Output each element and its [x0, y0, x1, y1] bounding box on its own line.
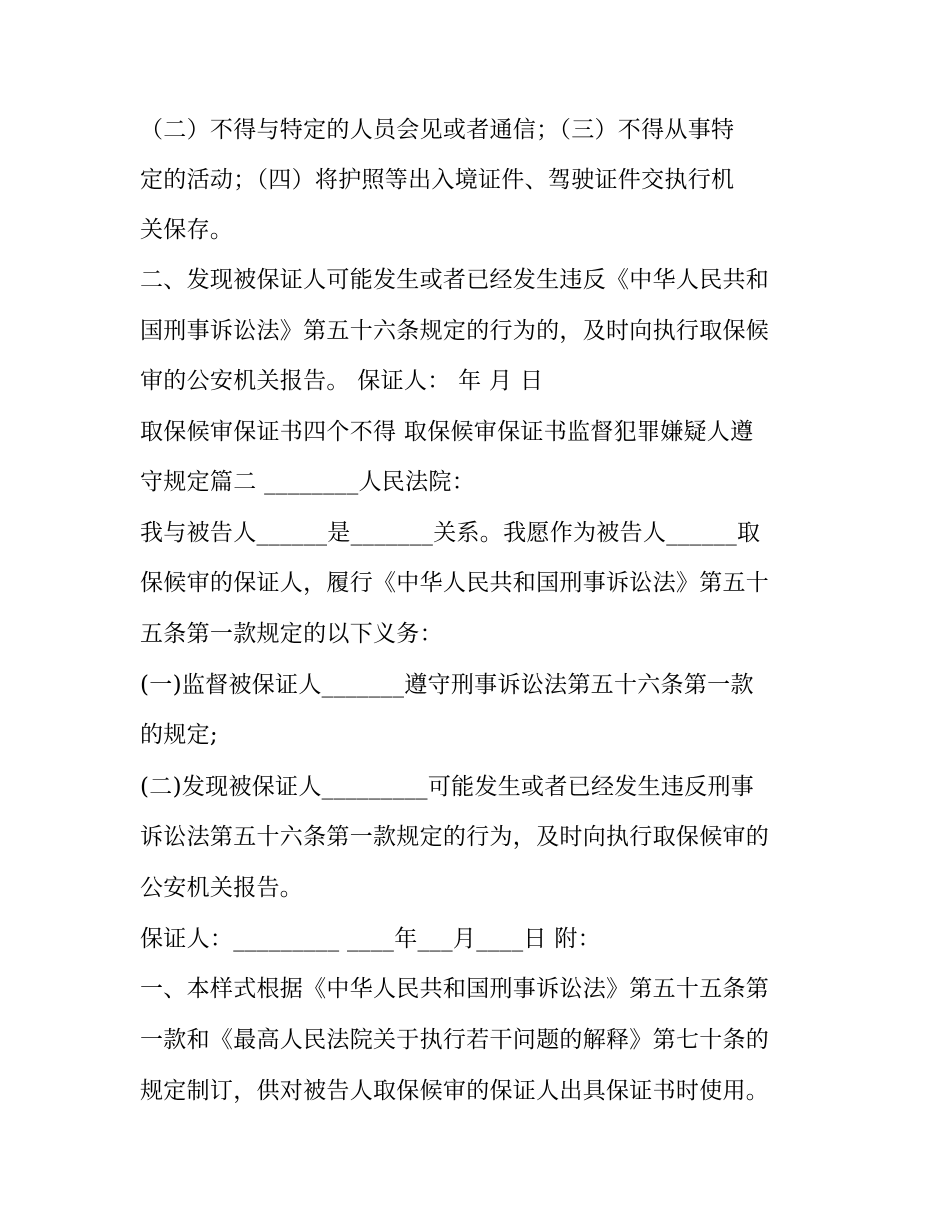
text-line: 审的公安机关报告。 保证人： 年 月 日	[140, 368, 544, 394]
text-line: 保证人：_________ ____年___月____日 附：	[140, 926, 601, 952]
text-line: 国刑事诉讼法》第五十六条规定的行为的，及时向执行取保候	[140, 318, 770, 344]
text-line: 守规定篇二 ________人民法院：	[140, 469, 476, 495]
text-line: (一)监督被保证人_______遵守刑事诉讼法第五十六条第一款	[140, 672, 754, 698]
text-line: 的规定;	[140, 722, 218, 748]
text-line: 保候审的保证人，履行《中华人民共和国刑事诉讼法》第五十	[140, 570, 770, 596]
text-line: 规定制订，供对被告人取保候审的保证人出具保证书时使用。	[140, 1078, 770, 1104]
text-line: 定的活动；（四）将护照等出入境证件、驾驶证件交执行机	[140, 167, 735, 193]
text-line: 取保候审保证书四个不得 取保候审保证书监督犯罪嫌疑人遵	[140, 419, 754, 445]
text-line: 五条第一款规定的以下义务：	[140, 621, 443, 647]
text-line: 二、发现被保证人可能发生或者已经发生违反《中华人民共和	[140, 267, 770, 293]
text-line: 公安机关报告。	[140, 875, 304, 901]
text-line: 我与被告人______是_______关系。我愿作为被告人______取	[140, 520, 761, 546]
text-line: 关保存。	[140, 217, 234, 243]
text-line: 一款和《最高人民法院关于执行若干问题的解释》第七十条的	[140, 1027, 770, 1053]
text-line: (二)发现被保证人_________可能发生或者已经发生违反刑事	[140, 774, 755, 800]
text-line: （二）不得与特定的人员会见或者通信；（三）不得从事特	[140, 117, 735, 143]
text-line: 诉讼法第五十六条第一款规定的行为，及时向执行取保候审的	[140, 824, 770, 850]
text-line: 一、本样式根据《中华人民共和国刑事诉讼法》第五十五条第	[140, 976, 770, 1002]
